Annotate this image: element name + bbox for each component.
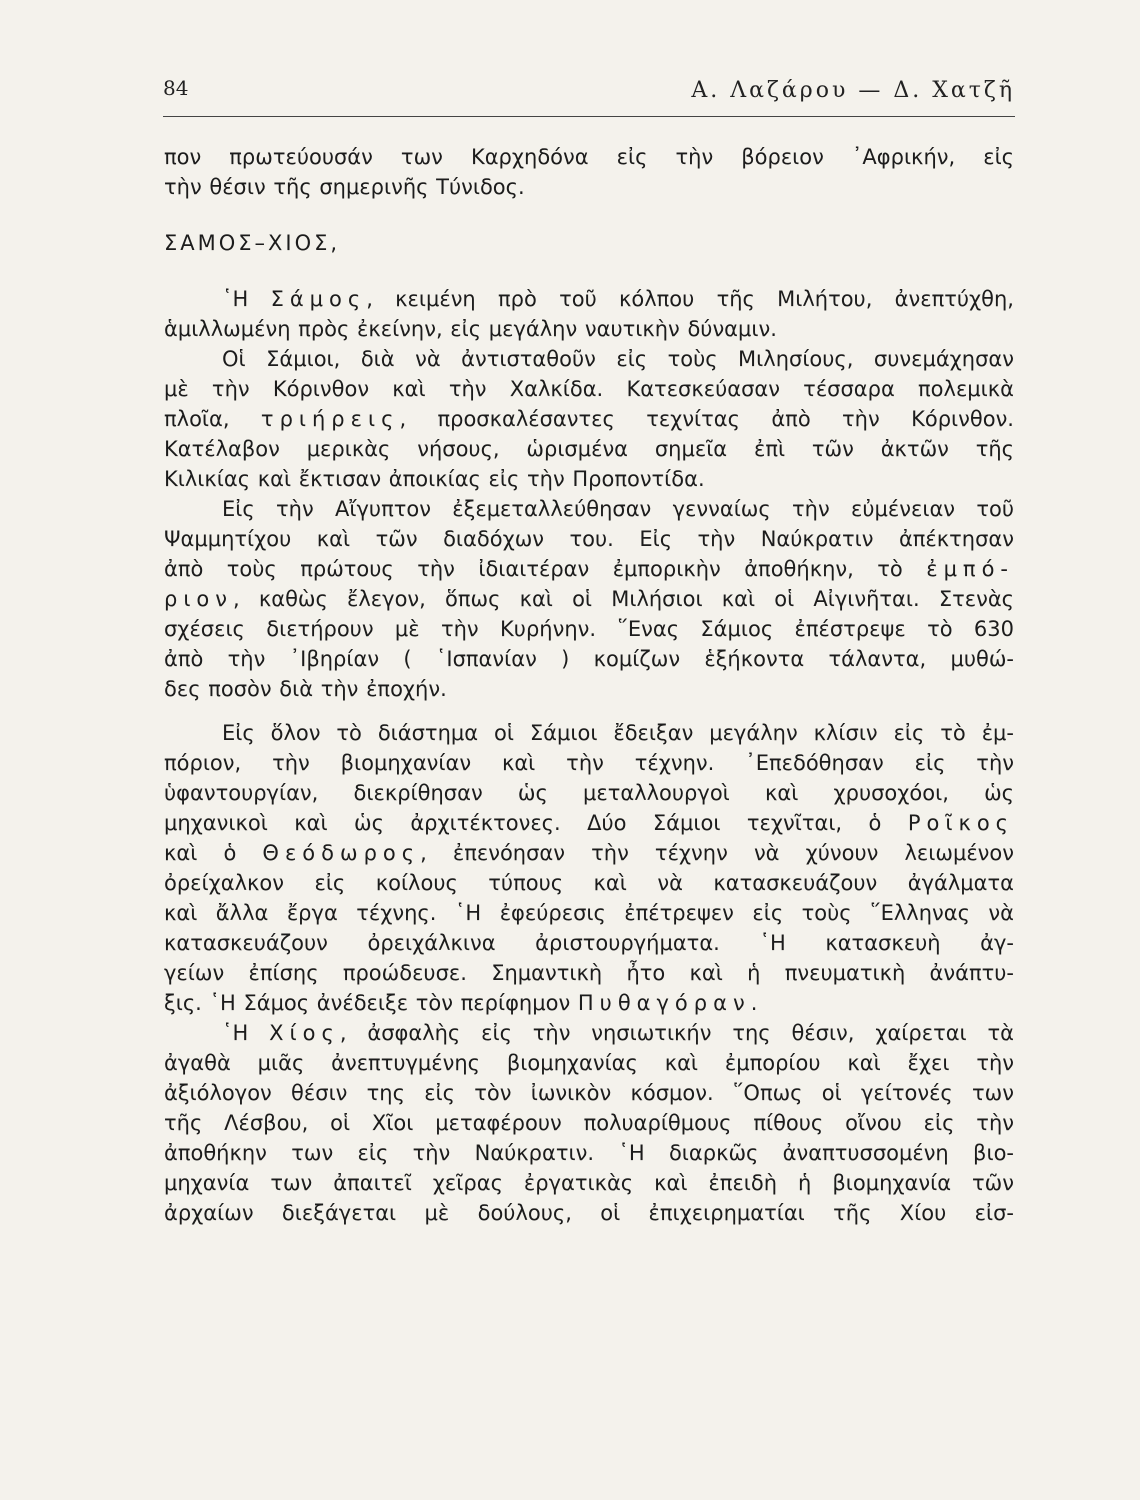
text-segment: ἀπὸ τοὺς πρώτους τὴν ἰδιαιτέραν ἐμπορικὴν ἀποθήκην, τὸ bbox=[164, 557, 903, 581]
text-line: δες ποσὸν διὰ τὴν ἐποχήν. bbox=[164, 677, 447, 701]
spaced-word: τριήρεις bbox=[260, 407, 400, 431]
text-line: ἀποθήκην των εἰς τὴν Ναύκρατιν. ῾Η διαρκῶς ἀναπτυσσομένη βιο- bbox=[164, 1141, 1014, 1165]
paragraph-samos-intro bbox=[164, 284, 1014, 344]
text-line: τὴν θέσιν τῆς σημερινῆς Τύνιδος. bbox=[164, 175, 525, 199]
spaced-name: Χίος bbox=[269, 1021, 340, 1045]
text-line bbox=[164, 808, 1014, 838]
text-line: σχέσεις διετήρουν μὲ τὴν Κυρήνην. ῞Ενας Σάμιος ἐπέστρεψε τὸ 630 bbox=[164, 617, 1014, 641]
text-line: Εἰς ὅλον τὸ διάστημα οἱ Σάμιοι ἔδειξαν μεγάλην κλίσιν εἰς τὸ ἐμ- bbox=[222, 721, 1014, 745]
text-line: πον πρωτεύουσάν των Καρχηδόνα εἰς τὴν βόρειον ᾿Αφρικήν, εἰς bbox=[164, 145, 1014, 169]
spaced-name: Σάμος bbox=[270, 287, 367, 311]
text-segment: ῾Η bbox=[222, 287, 249, 311]
paragraph-samos-egypt bbox=[164, 494, 1014, 704]
text-line: κατασκευάζουν ὀρειχάλκινα ἀριστουργήματα. ῾Η κατασκευὴ ἀγ- bbox=[164, 931, 1014, 955]
text-line: Οἱ Σάμιοι, διὰ νὰ ἀντισταθοῦν εἰς τοὺς Μιλησίους, συνεμάχησαν bbox=[222, 347, 1014, 371]
text-line: ἀπὸ τὴν ᾿Ιβηρίαν ( ῾Ισπανίαν ) κομίζων ἑξήκοντα τάλαντα, μυθώ- bbox=[164, 647, 1014, 671]
text-segment: μηχανικοὶ καὶ ὡς ἀρχιτέκτονες. Δύο Σάμιοι τεχνῖται, ὁ bbox=[164, 811, 882, 835]
text-line: ἀξιόλογον θέσιν της εἰς τὸν ἰωνικὸν κόσμον. ῞Οπως οἱ γείτονές των bbox=[164, 1081, 1014, 1105]
text-segment: . bbox=[750, 991, 758, 1015]
text-line: Ψαμμητίχου καὶ τῶν διαδόχων του. Εἰς τὴν Ναύκρατιν ἀπέκτησαν bbox=[164, 527, 1014, 551]
text-line: τῆς Λέσβου, οἱ Χῖοι μεταφέρουν πολυαρίθμους πίθους οἴνου εἰς τὴν bbox=[164, 1111, 1014, 1135]
text-line: μὲ τὴν Κόρινθον καὶ τὴν Χαλκίδα. Κατεσκεύασαν τέσσαρα πολεμικὰ bbox=[164, 377, 1014, 401]
text-line bbox=[164, 1018, 1014, 1048]
text-segment: , προσκαλέσαντες τεχνίτας ἀπὸ τὴν Κόρινθον. bbox=[399, 407, 1014, 431]
text-line: Εἰς τὴν Αἴγυπτον ἐξεμεταλλεύθησαν γενναίως τὴν εὐμένειαν τοῦ bbox=[222, 497, 1014, 521]
text-segment: ῾Η bbox=[222, 1021, 249, 1045]
text-line bbox=[164, 584, 1014, 614]
text-line: Κατέλαβον μερικὰς νήσους, ὡρισμένα σημεῖα ἐπὶ τῶν ἀκτῶν τῆς bbox=[164, 437, 1014, 461]
page-number: 84 bbox=[163, 76, 189, 100]
text-segment: , ἀσφαλὴς εἰς τὴν νησιωτικήν της θέσιν, χαίρεται τὰ bbox=[339, 1021, 1014, 1045]
text-line: ἁμιλλωμένη πρὸς ἐκείνην, εἰς μεγάλην ναυτικὴν δύναμιν. bbox=[164, 317, 777, 341]
header-rule bbox=[163, 116, 1015, 117]
text-line: Κιλικίας καὶ ἔκτισαν ἀποικίας εἰς τὴν Προποντίδα. bbox=[164, 467, 705, 491]
running-head: Α. Λαζάρου — Δ. Χατζῆ bbox=[691, 78, 1015, 103]
text-line bbox=[164, 554, 1014, 584]
spaced-word: ριον bbox=[164, 587, 234, 611]
text-line: ὀρείχαλκον εἰς κοίλους τύπους καὶ νὰ κατασκευάζουν ἀγάλματα bbox=[164, 871, 1014, 895]
text-segment: , κειμένη πρὸ τοῦ κόλπου τῆς Μιλήτου, ἀνεπτύχθη, bbox=[366, 287, 1014, 311]
text-segment: ξις. ῾Η Σάμος ἀνέδειξε τὸν περίφημον bbox=[164, 991, 571, 1015]
text-line: ὑφαντουργίαν, διεκρίθησαν ὡς μεταλλουργοὶ καὶ χρυσοχόοι, ὡς bbox=[164, 781, 1014, 805]
paragraph-samos-arts bbox=[164, 718, 1014, 1018]
text-line bbox=[164, 404, 1014, 434]
page-header bbox=[163, 70, 1015, 108]
text-line: μηχανία των ἀπαιτεῖ χεῖρας ἐργατικὰς καὶ ἐπειδὴ ἡ βιομηχανία τῶν bbox=[164, 1171, 1014, 1195]
spaced-name: Ροῖκος bbox=[907, 811, 1014, 835]
text-line: καὶ ἄλλα ἔργα τέχνης. ῾Η ἐφεύρεσις ἐπέτρεψεν εἰς τοὺς ῞Ελληνας νὰ bbox=[164, 901, 1014, 925]
paragraph-samos-alliance bbox=[164, 344, 1014, 494]
text-segment: πλοῖα, bbox=[164, 407, 230, 431]
spaced-word: ἐμπό- bbox=[926, 557, 1014, 581]
text-segment: , καθὼς ἔλεγον, ὅπως καὶ οἱ Μιλήσιοι καὶ οἱ Αἰγινῆται. Στενὰς bbox=[233, 587, 1014, 611]
paragraph-carthage bbox=[164, 142, 1014, 202]
page-body bbox=[164, 142, 1014, 1228]
text-line bbox=[164, 284, 1014, 314]
text-line bbox=[164, 988, 1014, 1018]
spaced-name: Πυθαγόραν bbox=[577, 991, 751, 1015]
section-heading: ΣΑΜΟΣ–ΧΙΟΣ, bbox=[164, 231, 341, 255]
text-line: ἀρχαίων διεξάγεται μὲ δούλους, οἱ ἐπιχειρηματίαι τῆς Χίου εἰσ- bbox=[164, 1201, 1014, 1225]
text-line: πόριον, τὴν βιομηχανίαν καὶ τὴν τέχνην. ᾿Επεδόθησαν εἰς τὴν bbox=[164, 751, 1014, 775]
text-line: ἀγαθὰ μιᾶς ἀνεπτυγμένης βιομηχανίας καὶ ἐμπορίου καὶ ἔχει τὴν bbox=[164, 1051, 1014, 1075]
paragraph-chios bbox=[164, 1018, 1014, 1228]
text-line bbox=[164, 838, 1014, 868]
text-segment: καὶ ὁ bbox=[164, 841, 237, 865]
text-segment: , ἐπενόησαν τὴν τέχνην νὰ χύνουν λειωμένον bbox=[420, 841, 1014, 865]
spaced-name: Θεόδωρος bbox=[262, 841, 421, 865]
text-line: γείων ἐπίσης προώδευσε. Σημαντικὴ ἦτο καὶ ἡ πνευματικὴ ἀνάπτυ- bbox=[164, 961, 1014, 985]
